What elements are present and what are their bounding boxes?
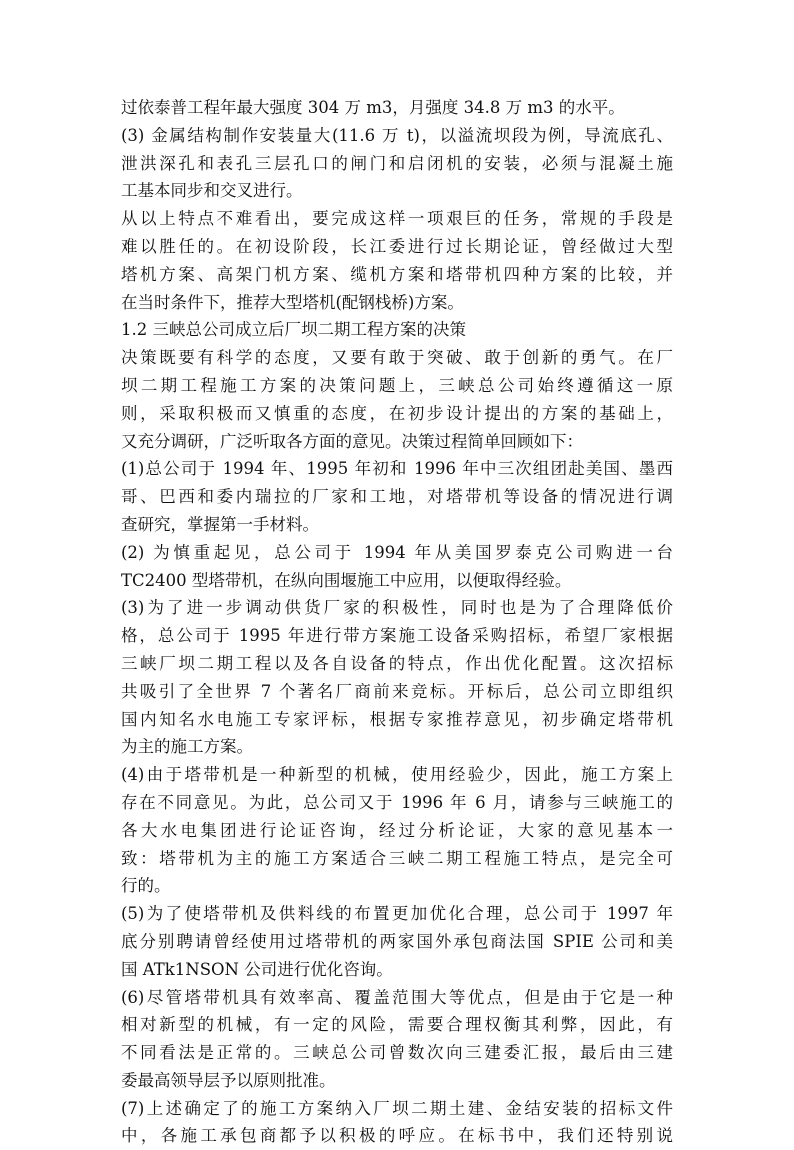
text-line: 工基本同步和交叉进行。: [121, 181, 303, 201]
text-line: 又充分调研，广泛听取各方面的意见。决策过程简单回顾如下：: [121, 431, 583, 451]
text-line: 不同看法是正常的。三峡总公司曾数次向三建委汇报，最后由三建: [121, 1043, 673, 1063]
text-line: 三峡厂坝二期工程以及各自设备的特点，作出优化配置。这次招标: [121, 653, 673, 673]
text-line: 难以胜任的。在初设阶段，长江委进行过长期论证，曾经做过大型: [121, 236, 673, 256]
text-line: 中，各施工承包商都予以积极的呼应。在标书中，我们还特别说: [121, 1126, 673, 1146]
text-line: (3) 金属结构制作安装量大(11.6 万 t)，以溢流坝段为例，导流底孔、: [121, 125, 673, 145]
text-line: 国内知名水电施工专家评标，根据专家推荐意见，初步确定塔带机: [121, 709, 673, 729]
text-line: 相对新型的机械，有一定的风险，需要合理权衡其利弊，因此，有: [121, 1015, 673, 1035]
text-line: 格，总公司于 1995 年进行带方案施工设备采购招标，希望厂家根据: [121, 626, 673, 646]
text-line: 委最高领导层予以原则批准。: [121, 1070, 336, 1090]
text-line: 决策既要有科学的态度，又要有敢于突破、敢于创新的勇气。在厂: [121, 348, 673, 368]
text-line: 各大水电集团进行论证咨询，经过分析论证，大家的意见基本一: [121, 820, 673, 840]
text-line: 从以上特点不难看出，要完成这样一项艰巨的任务，常规的手段是: [121, 209, 673, 229]
text-line: 塔机方案、高架门机方案、缆机方案和塔带机四种方案的比较，并: [121, 264, 673, 284]
text-line: (3)为了进一步调动供货厂家的积极性，同时也是为了合理降低价: [121, 598, 673, 618]
text-line: 共吸引了全世界 7 个著名厂商前来竞标。开标后，总公司立即组织: [121, 681, 673, 701]
text-line: 为主的施工方案。: [121, 737, 253, 757]
text-line: TC2400 型塔带机，在纵向围堰施工中应用，以便取得经验。: [121, 570, 572, 590]
text-line: 哥、巴西和委内瑞拉的厂家和工地，对塔带机等设备的情况进行调: [121, 487, 673, 507]
text-line: (7)上述确定了的施工方案纳入厂坝二期土建、金结安装的招标文件: [121, 1098, 673, 1118]
text-line: 1.2 三峡总公司成立后厂坝二期工程方案的决策: [121, 320, 466, 340]
text-line: 泄洪深孔和表孔三层孔口的闸门和启闭机的安装，必须与混凝土施: [121, 153, 673, 173]
text-line: 存在不同意见。为此，总公司又于 1996 年 6 月，请参与三峡施工的: [121, 792, 673, 812]
text-line: 过依泰普工程年最大强度 304 万 m3，月强度 34.8 万 m3 的水平。: [121, 98, 625, 117]
text-line: 则，采取积极而又慎重的态度，在初步设计提出的方案的基础上，: [121, 403, 673, 423]
text-line: 行的。: [121, 876, 171, 896]
text-line: (5)为了使塔带机及供料线的布置更加优化合理，总公司于 1997 年: [121, 904, 673, 924]
text-line: (2) 为慎重起见，总公司于 1994 年从美国罗泰克公司购进一台: [121, 542, 673, 562]
text-line: (1)总公司于 1994 年、1995 年初和 1996 年中三次组团赴美国、墨西: [121, 459, 673, 479]
text-line: 在当时条件下，推荐大型塔机(配钢栈桥)方案。: [121, 292, 464, 312]
text-line: (6)尽管塔带机具有效率高、覆盖范围大等优点，但是由于它是一种: [121, 987, 673, 1007]
text-line: (4)由于塔带机是一种新型的机械，使用经验少，因此，施工方案上: [121, 765, 673, 785]
document-body: [121, 94, 673, 1150]
text-line: 国 ATk1NSON 公司进行优化咨询。: [121, 959, 393, 979]
text-line: 坝二期工程施工方案的决策问题上，三峡总公司始终遵循这一原: [121, 375, 673, 395]
text-line: 底分别聘请曾经使用过塔带机的两家国外承包商法国 SPIE 公司和美: [121, 931, 673, 951]
text-line: 致：塔带机为主的施工方案适合三峡二期工程施工特点，是完全可: [121, 848, 673, 868]
text-line: 查研究，掌握第一手材料。: [121, 514, 319, 534]
